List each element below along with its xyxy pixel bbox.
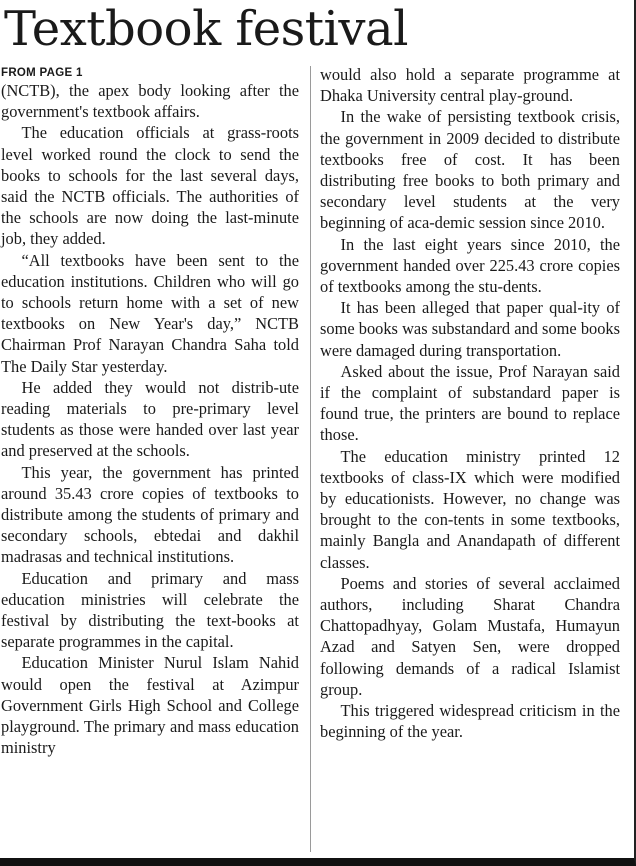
paragraph: In the wake of persisting textbook crisis, the government in 2009 decided to distribute textbooks free of cost. It has been distributing free books to both primary and secondary level students at the very beginning of aca-demic session since 2010.: [320, 107, 620, 233]
continuation-kicker: FROM PAGE 1: [1, 67, 83, 79]
paragraph: The education officials at grass-roots level worked round the clock to send the books to schools for the last several days, said the NCTB officials. The authorities of the schools are now doing the last-minute job, they added.: [1, 123, 299, 249]
paragraph: He added they would not distrib-ute reading materials to pre-primary level students as those were handed over last year and preserved at the schools.: [1, 377, 299, 461]
paragraph: Poems and stories of several acclaimed authors, including Sharat Chandra Chattopadhyay, Golam Mustafa, Humayun Azad and Satyen Sen, were dropped following demands of a radical Islamist group.: [320, 573, 620, 699]
column-right: [320, 64, 620, 743]
paragraph: Asked about the issue, Prof Narayan said if the complaint of substandard paper is found true, the printers are bound to replace those.: [320, 361, 620, 445]
paragraph: Education Minister Nurul Islam Nahid would open the festival at Azimpur Government Girls High School and College playground. The primary and mass education ministry: [1, 653, 299, 758]
column-left: [1, 64, 299, 759]
paragraph: It has been alleged that paper qual-ity of some books was substandard and some books were damaged during transportation.: [320, 298, 620, 360]
paragraph: The education ministry printed 12 textbooks of class-IX which were modified by educationists. However, no change was brought to the con-tents in some textbooks, mainly Bangla and Anandapath of different classes.: [320, 446, 620, 572]
paragraph: In the last eight years since 2010, the government handed over 225.43 crore copies of textbooks among the stu-dents.: [320, 234, 620, 297]
paragraph: This year, the government has printed around 35.43 crore copies of textbooks to distribute among the students of primary and secondary schools, ebtedai and dakhil madrasas and technical institutions.: [1, 462, 299, 567]
paragraph: would also hold a separate programme at Dhaka University central play-ground.: [320, 65, 620, 106]
paragraph: This triggered widespread criticism in the beginning of the year.: [320, 701, 620, 742]
headline: Textbook festival: [4, 1, 408, 57]
column-divider: [310, 66, 311, 852]
paragraph: Education and primary and mass education ministries will celebrate the festival by distributing the text-books at separate programmes in the capital.: [1, 568, 299, 652]
paragraph: “All textbooks have been sent to the education institutions. Children who will go to schools return home with a set of new textbooks on New Year's day,” NCTB Chairman Prof Narayan Chandra Saha told The Daily Star yesterday.: [1, 250, 299, 376]
paragraph: (NCTB), the apex body looking after the government's textbook affairs.: [1, 81, 299, 122]
